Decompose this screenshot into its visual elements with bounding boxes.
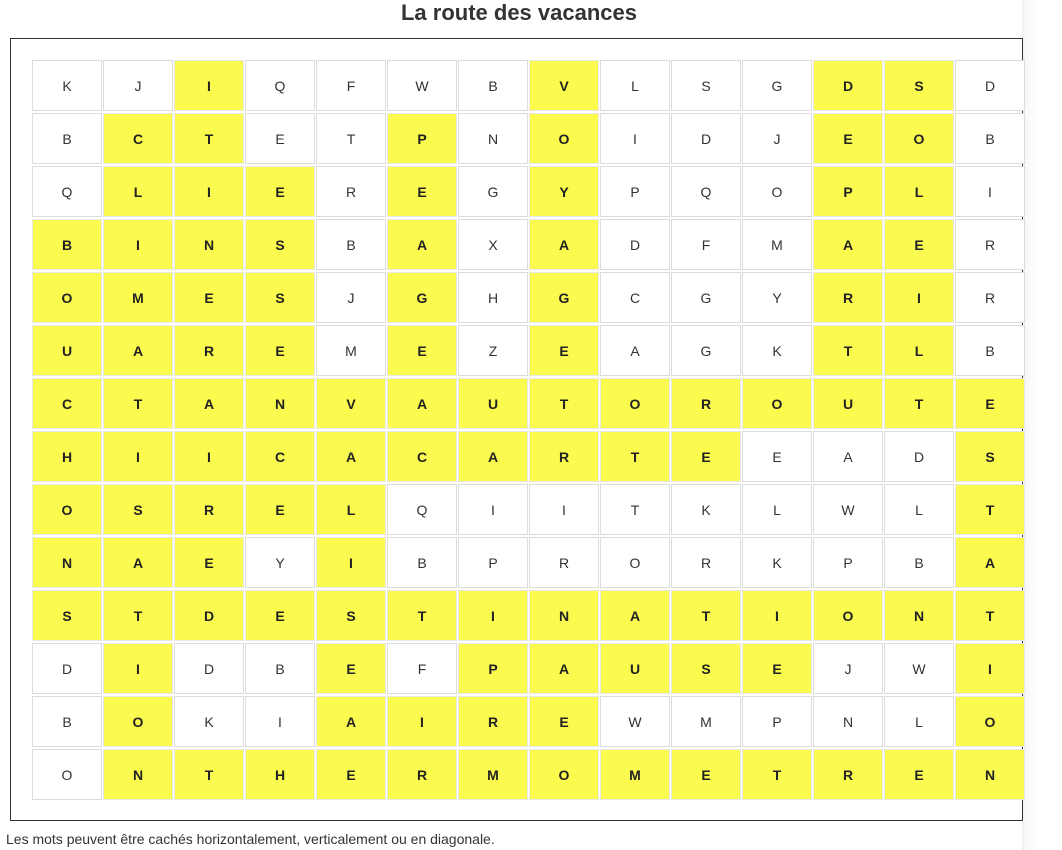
grid-cell[interactable]: A [316, 431, 386, 482]
grid-cell[interactable]: I [174, 60, 244, 111]
grid-cell[interactable]: J [316, 272, 386, 323]
grid-cell[interactable]: I [245, 696, 315, 747]
grid-cell[interactable]: W [813, 484, 883, 535]
grid-cell[interactable]: F [387, 643, 457, 694]
grid-cell[interactable]: P [813, 166, 883, 217]
grid-cell[interactable]: I [316, 537, 386, 588]
grid-cell[interactable]: S [245, 272, 315, 323]
grid-cell[interactable]: R [955, 219, 1025, 270]
grid-cell[interactable]: O [32, 272, 102, 323]
grid-cell[interactable]: O [600, 537, 670, 588]
grid-cell[interactable]: E [955, 378, 1025, 429]
grid-cell[interactable]: R [671, 537, 741, 588]
scrollbar-track [1022, 0, 1062, 850]
grid-cell[interactable]: O [32, 484, 102, 535]
grid-cell[interactable]: R [174, 484, 244, 535]
grid-cell[interactable]: J [742, 113, 812, 164]
grid-cell[interactable]: B [955, 113, 1025, 164]
grid-cell[interactable]: R [529, 431, 599, 482]
grid-cell[interactable]: B [387, 537, 457, 588]
grid-cell[interactable]: E [316, 643, 386, 694]
grid-cell[interactable]: P [458, 643, 528, 694]
grid-cell[interactable]: A [600, 590, 670, 641]
grid-cell[interactable]: S [671, 643, 741, 694]
grid-cell[interactable]: T [103, 590, 173, 641]
grid-cell[interactable]: E [245, 325, 315, 376]
grid-cell[interactable]: S [103, 484, 173, 535]
grid-cell[interactable]: T [813, 325, 883, 376]
grid-cell[interactable]: B [245, 643, 315, 694]
grid-cell[interactable]: E [245, 166, 315, 217]
grid-cell[interactable]: E [529, 696, 599, 747]
grid-cell[interactable]: E [742, 643, 812, 694]
grid-cell[interactable]: S [245, 219, 315, 270]
grid-cell[interactable]: J [813, 643, 883, 694]
grid-cell[interactable]: E [884, 749, 954, 800]
grid-cell[interactable]: O [813, 590, 883, 641]
grid-cell[interactable]: D [884, 431, 954, 482]
grid-cell[interactable]: K [742, 325, 812, 376]
grid-cell[interactable]: N [458, 113, 528, 164]
grid-cell[interactable]: T [103, 378, 173, 429]
grid-cell[interactable]: C [600, 272, 670, 323]
grid-cell[interactable]: X [458, 219, 528, 270]
grid-cell[interactable]: P [742, 696, 812, 747]
grid-cell[interactable]: L [316, 484, 386, 535]
grid-cell[interactable]: G [387, 272, 457, 323]
grid-cell[interactable]: B [32, 696, 102, 747]
grid-cell[interactable]: M [671, 696, 741, 747]
grid-cell[interactable]: M [458, 749, 528, 800]
grid-cell[interactable]: K [32, 60, 102, 111]
grid-cell[interactable]: P [813, 537, 883, 588]
grid-cell[interactable]: M [600, 749, 670, 800]
grid-cell[interactable]: D [174, 590, 244, 641]
grid-cell[interactable]: D [174, 643, 244, 694]
grid-cell[interactable]: H [245, 749, 315, 800]
grid-cell[interactable]: Q [32, 166, 102, 217]
grid-cell[interactable]: C [245, 431, 315, 482]
grid-cell[interactable]: F [671, 219, 741, 270]
grid-cell[interactable]: I [955, 643, 1025, 694]
grid-cell[interactable]: K [174, 696, 244, 747]
grid-cell[interactable]: O [742, 378, 812, 429]
grid-cell[interactable]: E [245, 113, 315, 164]
grid-cell[interactable]: S [671, 60, 741, 111]
grid-cell[interactable]: D [671, 113, 741, 164]
grid-cell[interactable]: V [316, 378, 386, 429]
grid-cell[interactable]: B [458, 60, 528, 111]
grid-cell[interactable]: V [529, 60, 599, 111]
grid-cell[interactable]: T [955, 590, 1025, 641]
grid-cell[interactable]: Z [458, 325, 528, 376]
grid-cell[interactable]: F [316, 60, 386, 111]
grid-cell[interactable]: N [955, 749, 1025, 800]
grid-cell[interactable]: R [316, 166, 386, 217]
grid-cell[interactable]: O [955, 696, 1025, 747]
grid-cell[interactable]: E [387, 325, 457, 376]
grid-cell[interactable]: D [32, 643, 102, 694]
grid-cell[interactable]: M [742, 219, 812, 270]
grid-cell[interactable]: S [884, 60, 954, 111]
grid-cell[interactable]: K [742, 537, 812, 588]
grid-cell[interactable]: N [32, 537, 102, 588]
grid-cell[interactable]: Q [387, 484, 457, 535]
grid-cell[interactable]: T [316, 113, 386, 164]
grid-cell[interactable]: G [458, 166, 528, 217]
grid-cell[interactable]: O [32, 749, 102, 800]
grid-cell[interactable]: C [103, 113, 173, 164]
grid-cell[interactable]: H [458, 272, 528, 323]
grid-cell[interactable]: Y [742, 272, 812, 323]
grid-cell[interactable]: A [813, 219, 883, 270]
grid-cell[interactable]: C [387, 431, 457, 482]
grid-cell[interactable]: U [600, 643, 670, 694]
grid-cell[interactable]: I [458, 590, 528, 641]
grid-cell[interactable]: Y [529, 166, 599, 217]
grid-cell[interactable]: I [174, 166, 244, 217]
grid-cell[interactable]: W [884, 643, 954, 694]
grid-cell[interactable]: W [387, 60, 457, 111]
grid-cell[interactable]: E [671, 749, 741, 800]
grid-cell[interactable]: O [529, 113, 599, 164]
grid-cell[interactable]: T [742, 749, 812, 800]
grid-cell[interactable]: T [884, 378, 954, 429]
grid-cell[interactable]: E [529, 325, 599, 376]
grid-cell[interactable]: S [955, 431, 1025, 482]
grid-cell[interactable]: N [813, 696, 883, 747]
grid-cell[interactable]: I [955, 166, 1025, 217]
grid-cell[interactable]: S [316, 590, 386, 641]
grid-cell[interactable]: A [813, 431, 883, 482]
grid-cell[interactable]: E [387, 166, 457, 217]
grid-cell[interactable]: L [600, 60, 670, 111]
grid-cell[interactable]: U [813, 378, 883, 429]
grid-cell[interactable]: I [103, 431, 173, 482]
grid-cell[interactable]: T [174, 113, 244, 164]
grid-cell[interactable]: O [529, 749, 599, 800]
grid-cell[interactable]: I [884, 272, 954, 323]
grid-cell[interactable]: N [529, 590, 599, 641]
grid-cell[interactable]: T [600, 431, 670, 482]
grid-cell[interactable]: W [600, 696, 670, 747]
grid-cell[interactable]: A [103, 537, 173, 588]
grid-cell[interactable]: L [742, 484, 812, 535]
grid-cell[interactable]: A [174, 378, 244, 429]
grid-cell[interactable]: G [742, 60, 812, 111]
grid-cell[interactable]: R [955, 272, 1025, 323]
grid-cell[interactable]: A [103, 325, 173, 376]
grid-cell[interactable]: K [671, 484, 741, 535]
grid-cell[interactable]: U [458, 378, 528, 429]
grid-cell[interactable]: E [174, 537, 244, 588]
grid-cell[interactable]: R [529, 537, 599, 588]
grid-cell[interactable]: R [387, 749, 457, 800]
grid-cell[interactable]: L [884, 166, 954, 217]
grid-cell[interactable]: M [103, 272, 173, 323]
grid-cell[interactable]: N [884, 590, 954, 641]
grid-cell[interactable]: N [245, 378, 315, 429]
grid-cell[interactable]: B [884, 537, 954, 588]
instructions-text: Les mots peuvent être cachés horizontalement, verticalement ou en diagonale. [6, 831, 495, 847]
grid-cell[interactable]: S [32, 590, 102, 641]
grid-cell[interactable]: E [245, 484, 315, 535]
grid-cell[interactable]: E [316, 749, 386, 800]
grid-cell[interactable]: I [174, 431, 244, 482]
grid-cell[interactable]: E [884, 219, 954, 270]
grid-cell[interactable]: E [742, 431, 812, 482]
grid-cell[interactable]: T [174, 749, 244, 800]
grid-cell[interactable]: I [529, 484, 599, 535]
grid-cell[interactable]: E [245, 590, 315, 641]
grid-cell[interactable]: Y [245, 537, 315, 588]
grid-cell[interactable]: I [742, 590, 812, 641]
grid-cell[interactable]: L [884, 696, 954, 747]
grid-cell[interactable]: G [671, 272, 741, 323]
grid-cell[interactable]: T [387, 590, 457, 641]
grid-cell[interactable]: I [103, 643, 173, 694]
grid-cell[interactable]: I [458, 484, 528, 535]
grid-cell[interactable]: R [458, 696, 528, 747]
grid-cell[interactable]: A [600, 325, 670, 376]
grid-cell[interactable]: H [32, 431, 102, 482]
grid-cell[interactable]: A [529, 219, 599, 270]
grid-cell[interactable]: E [813, 113, 883, 164]
grid-cell[interactable]: G [529, 272, 599, 323]
grid-cell[interactable]: E [174, 272, 244, 323]
grid-cell[interactable]: A [955, 537, 1025, 588]
grid-cell[interactable]: T [671, 590, 741, 641]
grid-cell[interactable]: R [813, 272, 883, 323]
grid-cell[interactable]: P [600, 166, 670, 217]
grid-cell[interactable]: Q [245, 60, 315, 111]
grid-cell[interactable]: L [103, 166, 173, 217]
grid-cell[interactable]: C [32, 378, 102, 429]
grid-cell[interactable]: D [955, 60, 1025, 111]
grid-cell[interactable]: A [387, 219, 457, 270]
grid-cell[interactable]: R [813, 749, 883, 800]
grid-cell[interactable]: G [671, 325, 741, 376]
grid-cell[interactable]: B [316, 219, 386, 270]
grid-cell[interactable]: O [600, 378, 670, 429]
grid-cell[interactable]: E [671, 431, 741, 482]
grid-cell[interactable]: R [174, 325, 244, 376]
grid-cell[interactable]: A [316, 696, 386, 747]
grid-cell[interactable]: B [955, 325, 1025, 376]
page-title: La route des vacances [400, 0, 637, 25]
grid-cell[interactable]: Q [671, 166, 741, 217]
grid-cell[interactable]: N [103, 749, 173, 800]
grid-cell[interactable]: M [316, 325, 386, 376]
grid-cell[interactable]: A [387, 378, 457, 429]
grid-cell[interactable]: T [955, 484, 1025, 535]
grid-cell[interactable]: A [529, 643, 599, 694]
grid-cell[interactable]: I [387, 696, 457, 747]
grid-cell[interactable]: A [458, 431, 528, 482]
grid-cell[interactable]: U [32, 325, 102, 376]
grid-cell[interactable]: I [103, 219, 173, 270]
grid-cell[interactable]: T [529, 378, 599, 429]
grid-cell[interactable]: I [600, 113, 670, 164]
grid-cell[interactable]: P [387, 113, 457, 164]
grid-cell[interactable]: D [813, 60, 883, 111]
grid-cell[interactable]: O [103, 696, 173, 747]
grid-cell[interactable]: J [103, 60, 173, 111]
grid-cell[interactable]: B [32, 113, 102, 164]
grid-cell[interactable]: O [884, 113, 954, 164]
grid-cell[interactable]: O [742, 166, 812, 217]
word-search-grid [32, 60, 1025, 800]
grid-cell[interactable]: N [174, 219, 244, 270]
grid-cell[interactable]: B [32, 219, 102, 270]
grid-cell[interactable]: D [600, 219, 670, 270]
grid-cell[interactable]: P [458, 537, 528, 588]
grid-cell[interactable]: R [671, 378, 741, 429]
grid-cell[interactable]: T [600, 484, 670, 535]
grid-cell[interactable]: L [884, 484, 954, 535]
grid-cell[interactable]: L [884, 325, 954, 376]
